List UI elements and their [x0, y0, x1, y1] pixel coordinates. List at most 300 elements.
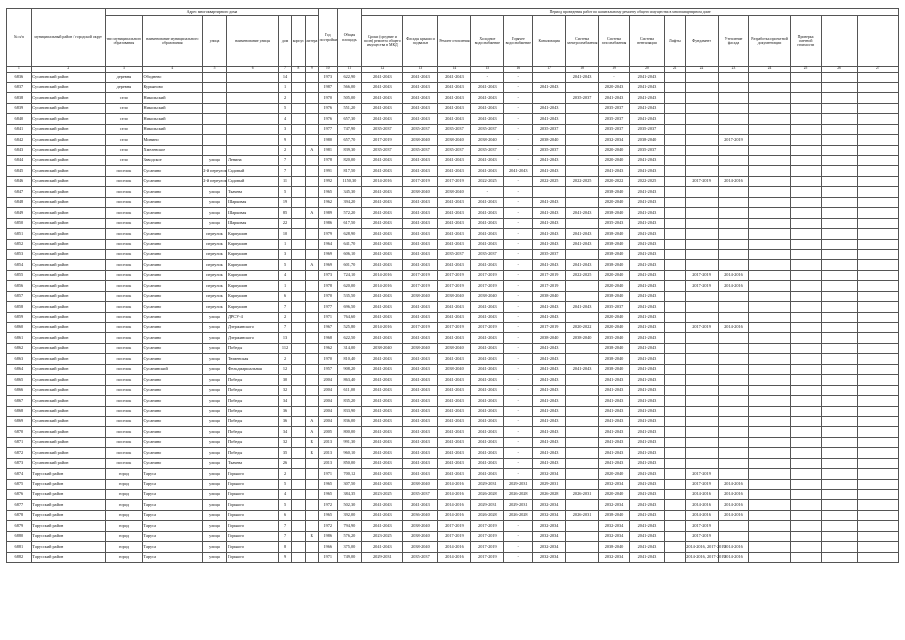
table-cell: село — [105, 93, 142, 103]
table-cell: Победы — [227, 427, 278, 437]
table-cell: 2041-2043 — [471, 396, 504, 406]
table-cell — [790, 302, 821, 312]
table-cell — [685, 72, 718, 82]
table-cell — [821, 490, 857, 500]
table-cell: - — [504, 135, 533, 145]
table-cell: 32 — [278, 437, 291, 447]
table-cell: Таруса — [142, 531, 202, 541]
table-cell — [821, 302, 857, 312]
table-cell: 1978 — [319, 281, 338, 291]
table-cell — [857, 270, 898, 280]
table-cell: город — [105, 490, 142, 500]
table-cell: 4 — [278, 490, 291, 500]
table-cell: 2020-2040 — [599, 312, 630, 322]
table-cell: 2041-2043 — [403, 114, 438, 124]
table-cell — [749, 145, 790, 155]
table-cell — [305, 396, 318, 406]
table-cell — [821, 229, 857, 239]
table-row — [7, 490, 899, 500]
table-cell: 2032-2034 — [533, 542, 566, 552]
table-cell — [718, 437, 749, 447]
table-cell: 2014-2016 — [685, 500, 718, 510]
table-cell — [821, 396, 857, 406]
table-cell: переулок — [202, 239, 227, 249]
table-cell: Горького — [227, 490, 278, 500]
table-cell: 2041-2043 — [438, 218, 471, 228]
table-cell — [292, 103, 305, 113]
table-cell — [566, 469, 599, 479]
table-cell: 2041-2043 — [403, 396, 438, 406]
table-cell: Б — [305, 531, 318, 541]
table-cell: 2041-2043 — [438, 437, 471, 447]
table-cell — [749, 479, 790, 489]
table-cell: поселок — [105, 406, 142, 416]
table-cell: переулок — [202, 249, 227, 259]
table-cell: Карпушин — [227, 302, 278, 312]
table-cell: 6837 — [7, 82, 32, 92]
table-cell: - — [504, 531, 533, 541]
table-cell: поселок — [105, 281, 142, 291]
table-cell: 863,40 — [337, 375, 362, 385]
table-cell — [749, 354, 790, 364]
table-cell: 30 — [278, 375, 291, 385]
table-cell: 6851 — [7, 229, 32, 239]
table-cell: 835,20 — [337, 396, 362, 406]
table-cell — [305, 239, 318, 249]
group-header-address: Адрес многоквартирного дома — [105, 9, 318, 16]
table-cell: 2041-2043 — [403, 218, 438, 228]
table-cell: Тарусский район — [31, 542, 105, 552]
table-cell: 700,12 — [337, 469, 362, 479]
table-cell: Горького — [227, 531, 278, 541]
table-cell: 2017-2019 — [438, 270, 471, 280]
table-cell: 2041-2043 — [629, 229, 664, 239]
table-cell: 2041-2043 — [533, 385, 566, 395]
table-cell: переулок — [202, 281, 227, 291]
table-cell: село — [105, 135, 142, 145]
table-cell: поселок — [105, 166, 142, 176]
table-cell — [566, 354, 599, 364]
table-cell: 2032-2034 — [533, 552, 566, 562]
table-cell: Победы — [227, 406, 278, 416]
table-cell — [749, 542, 790, 552]
table-cell: 2-й переулок — [202, 176, 227, 186]
table-cell — [749, 510, 790, 520]
table-cell — [533, 93, 566, 103]
table-cell: Сусанинский — [142, 364, 202, 374]
table-cell — [790, 208, 821, 218]
table-cell: 2017-2019 — [471, 270, 504, 280]
table-row — [7, 354, 899, 364]
table-cell: 6836 — [7, 72, 32, 82]
table-cell: 2038-2040 — [599, 291, 630, 301]
table-cell: 2032-2034 — [599, 552, 630, 562]
table-cell: 22 — [278, 218, 291, 228]
table-cell: 839,30 — [337, 145, 362, 155]
table-cell — [821, 437, 857, 447]
table-cell: 2041-2043 — [362, 416, 403, 426]
table-cell — [292, 552, 305, 562]
table-cell: 34 — [278, 427, 291, 437]
table-cell — [664, 197, 685, 207]
table-cell — [664, 114, 685, 124]
table-cell: 6850 — [7, 218, 32, 228]
table-cell: улица — [202, 469, 227, 479]
table-cell: 2041-2043 — [533, 156, 566, 166]
table-cell — [749, 531, 790, 541]
table-cell: Сусанинский район — [31, 448, 105, 458]
table-cell: Таруса — [142, 490, 202, 500]
table-cell: 2014-2016 — [438, 542, 471, 552]
table-cell: 2017-2019 — [471, 323, 504, 333]
table-cell: - — [504, 229, 533, 239]
table-cell — [790, 166, 821, 176]
table-cell: Сусанинский район — [31, 166, 105, 176]
table-cell: улица — [202, 312, 227, 322]
table-cell: 2017-2019 — [718, 135, 749, 145]
table-cell: Хмелевское — [142, 145, 202, 155]
table-cell — [305, 302, 318, 312]
table-cell — [821, 510, 857, 520]
table-cell: Горького — [227, 469, 278, 479]
table-row — [7, 552, 899, 562]
table-cell: Сусанинский район — [31, 354, 105, 364]
table-cell: Таруса — [142, 510, 202, 520]
table-cell: 2041-2043 — [629, 156, 664, 166]
table-cell: 2041-2043 — [471, 416, 504, 426]
table-cell — [292, 239, 305, 249]
table-cell: поселок — [105, 427, 142, 437]
table-cell: 36 — [278, 416, 291, 426]
table-cell: 2014-2016 — [438, 510, 471, 520]
table-cell: 2041-2043 — [533, 437, 566, 447]
table-cell: 2041-2043 — [533, 114, 566, 124]
table-cell — [857, 187, 898, 197]
table-cell: 2038-2040 — [438, 187, 471, 197]
table-cell: переулок — [202, 229, 227, 239]
table-cell: Сусанинский район — [31, 114, 105, 124]
col-header: литера — [305, 16, 318, 67]
table-cell: 307,50 — [337, 479, 362, 489]
table-cell — [790, 145, 821, 155]
table-cell: 2041-2043 — [629, 260, 664, 270]
table-cell: Сусанино — [142, 197, 202, 207]
table-cell: 2032-2034 — [533, 521, 566, 531]
table-cell: - — [504, 145, 533, 155]
table-cell — [749, 333, 790, 343]
table-cell: 1968 — [319, 333, 338, 343]
table-cell: улица — [202, 531, 227, 541]
col-header: Система электроснабжения — [566, 16, 599, 67]
table-cell: 2041-2043 — [471, 375, 504, 385]
table-cell: 2026-2028 — [533, 490, 566, 500]
table-cell — [202, 82, 227, 92]
table-cell: 2022-2025 — [629, 176, 664, 186]
table-cell: 2014-2016 — [438, 490, 471, 500]
table-row — [7, 166, 899, 176]
table-cell: 2017-2019 — [438, 531, 471, 541]
table-cell: 2013 — [319, 437, 338, 447]
col-number: 17 — [533, 67, 566, 73]
table-cell — [718, 312, 749, 322]
table-cell: 1970 — [319, 354, 338, 364]
table-cell — [292, 197, 305, 207]
table-cell: А — [305, 145, 318, 155]
table-cell: - — [504, 260, 533, 270]
table-cell: Тюменская — [227, 354, 278, 364]
table-cell: Сусанинский район — [31, 437, 105, 447]
table-cell: 2041-2043 — [629, 552, 664, 562]
table-cell: Сусанино — [142, 166, 202, 176]
table-cell: Сусанино — [142, 239, 202, 249]
table-cell: Сусанинский район — [31, 72, 105, 82]
table-cell: 2041-2043 — [599, 375, 630, 385]
col-number: 26 — [821, 67, 857, 73]
table-cell: 1976 — [319, 114, 338, 124]
table-cell — [305, 510, 318, 520]
table-cell — [685, 354, 718, 364]
table-cell — [202, 93, 227, 103]
table-cell: Сусанинский район — [31, 302, 105, 312]
table-cell — [790, 521, 821, 531]
table-cell: 749,00 — [337, 552, 362, 562]
table-cell: - — [504, 187, 533, 197]
table-cell: - — [504, 281, 533, 291]
table-cell — [566, 281, 599, 291]
table-cell: 2041-2043 — [471, 156, 504, 166]
table-cell — [718, 249, 749, 259]
table-cell — [857, 385, 898, 395]
table-cell: 2 — [278, 93, 291, 103]
table-cell: 2041-2043 — [362, 364, 403, 374]
table-cell — [857, 427, 898, 437]
table-cell — [749, 416, 790, 426]
table-cell: 6853 — [7, 249, 32, 259]
table-cell: - — [504, 521, 533, 531]
table-row — [7, 208, 899, 218]
table-cell: 2041-2043 — [629, 396, 664, 406]
table-cell: 2035-2037 — [471, 249, 504, 259]
table-cell — [790, 479, 821, 489]
table-cell: 2041-2043 — [629, 343, 664, 353]
table-cell: 2041-2043 — [362, 114, 403, 124]
table-cell — [857, 312, 898, 322]
table-cell — [821, 458, 857, 468]
table-cell — [749, 124, 790, 134]
table-cell — [749, 135, 790, 145]
table-cell: 2041-2043 — [471, 312, 504, 322]
table-cell: 960,10 — [337, 448, 362, 458]
table-cell — [857, 364, 898, 374]
table-cell: 2041-2043 — [403, 500, 438, 510]
table-cell: Горького — [227, 521, 278, 531]
table-cell — [718, 396, 749, 406]
table-cell: Сусанинский район — [31, 416, 105, 426]
table-cell — [718, 333, 749, 343]
table-cell: 2041-2043 — [533, 427, 566, 437]
table-cell — [305, 93, 318, 103]
table-cell: - — [504, 197, 533, 207]
table-cell: 19 — [278, 197, 291, 207]
table-cell — [857, 249, 898, 259]
table-cell — [292, 156, 305, 166]
table-cell — [718, 291, 749, 301]
table-cell: 2038-2040 — [362, 343, 403, 353]
table-cell: - — [471, 187, 504, 197]
table-cell: 2029-2031 — [471, 479, 504, 489]
table-cell — [749, 281, 790, 291]
table-cell — [749, 114, 790, 124]
table-cell — [292, 375, 305, 385]
table-cell — [718, 218, 749, 228]
table-cell: 2035-2037 — [403, 145, 438, 155]
table-cell — [749, 72, 790, 82]
table-cell: 505,00 — [337, 93, 362, 103]
table-cell — [566, 218, 599, 228]
table-cell: 2041-2043 — [362, 156, 403, 166]
table-cell: 6 — [278, 291, 291, 301]
table-cell: 2041-2043 — [362, 437, 403, 447]
table-cell: 6849 — [7, 208, 32, 218]
table-cell — [202, 135, 227, 145]
table-cell — [664, 396, 685, 406]
table-cell — [292, 343, 305, 353]
table-cell: село — [105, 124, 142, 134]
table-cell — [664, 312, 685, 322]
table-cell: поселок — [105, 343, 142, 353]
table-cell — [790, 72, 821, 82]
table-cell: 6877 — [7, 500, 32, 510]
table-cell: 6875 — [7, 479, 32, 489]
table-cell — [857, 114, 898, 124]
table-cell: 2041-2043 — [438, 72, 471, 82]
table-cell: 2041-2043 — [438, 448, 471, 458]
table-cell: 2041-2043 — [471, 208, 504, 218]
table-cell — [566, 103, 599, 113]
table-cell — [718, 302, 749, 312]
table-cell: 2017-2019 — [685, 281, 718, 291]
col-number: 19 — [599, 67, 630, 73]
table-cell: Сусанино — [142, 312, 202, 322]
table-cell — [685, 114, 718, 124]
table-cell: 2014-2016 — [718, 490, 749, 500]
table-cell — [821, 249, 857, 259]
table-cell — [566, 500, 599, 510]
table-cell — [685, 166, 718, 176]
table-cell: 36 — [278, 406, 291, 416]
table-cell: 2032-2034 — [533, 510, 566, 520]
table-cell — [790, 114, 821, 124]
table-row — [7, 82, 899, 92]
table-cell: 2020-2022 — [599, 176, 630, 186]
table-cell: 2041-2043 — [438, 229, 471, 239]
table-cell: Сусанинский район — [31, 323, 105, 333]
table-cell: 2041-2043 — [403, 208, 438, 218]
table-cell — [857, 354, 898, 364]
table-cell: 1981 — [319, 145, 338, 155]
table-cell: Сусанино — [142, 229, 202, 239]
table-cell: 2041-2043 — [629, 406, 664, 416]
col-header: Общая площадь — [337, 9, 362, 67]
table-cell: 1971 — [319, 552, 338, 562]
table-cell — [292, 542, 305, 552]
table-cell: переулок — [202, 270, 227, 280]
table-cell: 6873 — [7, 458, 32, 468]
table-cell: 2038-2040 — [438, 291, 471, 301]
table-cell: 2032-2034 — [599, 521, 630, 531]
col-header: Система вентиляции — [629, 16, 664, 67]
col-header: наименование улицы — [227, 16, 278, 67]
table-cell — [664, 448, 685, 458]
table-cell: 11 — [278, 176, 291, 186]
table-cell: Сусанино — [142, 260, 202, 270]
table-cell: улица — [202, 208, 227, 218]
table-cell: 2041-2043 — [471, 260, 504, 270]
table-cell — [685, 82, 718, 92]
col-header: корпус — [292, 16, 305, 67]
table-cell: 2041-2043 — [438, 469, 471, 479]
table-cell: 2041-2043 — [599, 406, 630, 416]
table-cell: 2041-2043 — [629, 166, 664, 176]
table-cell — [227, 82, 278, 92]
col-number: 27 — [857, 67, 898, 73]
table-cell — [227, 135, 278, 145]
table-cell: 2026-2028 — [471, 510, 504, 520]
table-cell: Шарковая — [227, 208, 278, 218]
table-cell: 2029-2031 — [533, 479, 566, 489]
table-cell: 2041-2043 — [533, 375, 566, 385]
table-cell: 2041-2043 — [471, 302, 504, 312]
table-cell: - — [504, 176, 533, 186]
table-cell: Сусанино — [142, 437, 202, 447]
table-cell: 2041-2043 — [471, 354, 504, 364]
table-cell: город — [105, 552, 142, 562]
table-cell: 2041-2043 — [403, 249, 438, 259]
table-row — [7, 323, 899, 333]
table-cell — [790, 354, 821, 364]
table-cell: 2013 — [319, 458, 338, 468]
capital-repair-table — [6, 8, 899, 563]
table-cell: 2041-2043 — [362, 385, 403, 395]
table-cell: 2020-2040 — [599, 490, 630, 500]
table-cell: 566,00 — [337, 82, 362, 92]
table-cell — [821, 93, 857, 103]
table-cell — [292, 166, 305, 176]
col-number: 1 — [7, 67, 32, 73]
table-cell — [664, 260, 685, 270]
table-cell — [566, 479, 599, 489]
table-cell — [749, 208, 790, 218]
table-cell — [749, 427, 790, 437]
table-row — [7, 187, 899, 197]
table-cell: 836,00 — [337, 416, 362, 426]
table-cell: 2041-2043 — [471, 93, 504, 103]
table-cell: - — [504, 375, 533, 385]
table-cell — [292, 312, 305, 322]
table-cell: 2038-2040 — [599, 249, 630, 259]
table-cell — [566, 187, 599, 197]
table-cell — [790, 510, 821, 520]
table-cell: 620,00 — [337, 281, 362, 291]
table-cell: 394,20 — [337, 197, 362, 207]
table-cell: поселок — [105, 323, 142, 333]
table-cell: 2041-2043 — [533, 218, 566, 228]
table-cell: 6878 — [7, 510, 32, 520]
table-cell: 2041-2043 — [403, 406, 438, 416]
table-cell: поселок — [105, 354, 142, 364]
table-cell: 2-й переулок — [202, 166, 227, 176]
table-cell — [821, 114, 857, 124]
